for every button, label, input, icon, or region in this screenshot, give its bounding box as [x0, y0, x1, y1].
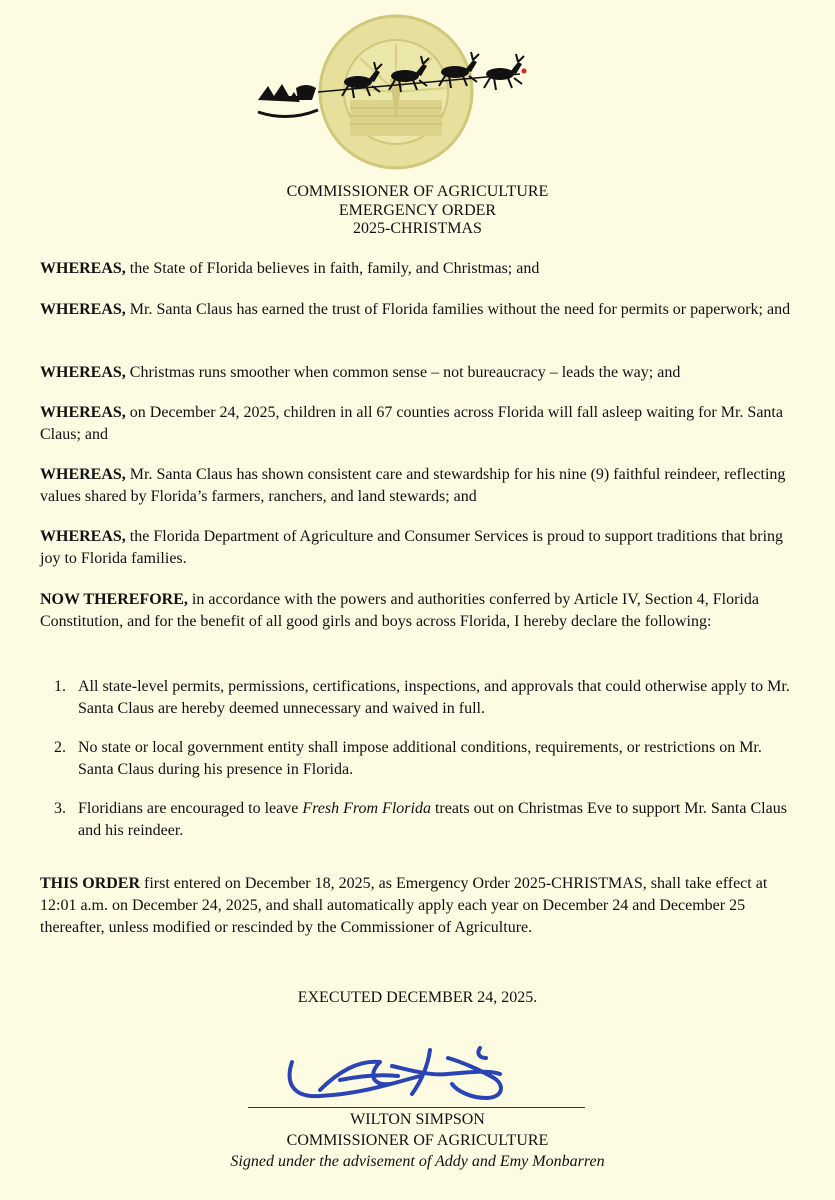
order-text: Floridians are encouraged to leave [78, 800, 303, 817]
title-line-3: 2025-CHRISTMAS [353, 220, 482, 237]
order-text: All state-level permits, permissions, certifications, inspections, and approvals that could otherwise apply to Mr. Santa Claus are hereby deemed unnecessary and waived in full. [78, 678, 790, 717]
order-item-3 [40, 798, 800, 842]
whereas-text: the State of Florida believes in faith, family, and Christmas; and [125, 260, 540, 277]
advisement-note: Signed under the advisement of Addy and Emy Monbarren [230, 1153, 605, 1170]
whereas-text: Mr. Santa Claus has shown consistent care and stewardship for his nine (9) faithful reindeer, reflecting values shared by Florida’s farmers, ranchers, and land stewards; and [40, 466, 786, 505]
header-illustration [0, 0, 835, 175]
whereas-text: the Florida Department of Agriculture and Consumer Services is proud to support traditions that bring joy to Florida families. [40, 528, 784, 567]
order-title-block [0, 183, 835, 239]
whereas-clause-1 [40, 258, 800, 280]
whereas-lead: WHEREAS, [40, 301, 126, 318]
order-text: treats out on Christmas Eve to support Mr. Santa Claus and his reindeer. [78, 800, 787, 839]
signer-title: COMMISSIONER OF AGRICULTURE [286, 1132, 549, 1149]
whereas-lead: WHEREAS, [40, 528, 126, 545]
executed-date: EXECUTED DECEMBER 24, 2025. [297, 989, 538, 1006]
whereas-lead: WHEREAS, [40, 260, 126, 277]
title-line-1: COMMISSIONER OF AGRICULTURE [286, 183, 549, 200]
department-seal [320, 16, 472, 168]
whereas-lead: WHEREAS, [40, 364, 126, 381]
this-order-text: first entered on December 18, 2025, as Emergency Order 2025-CHRISTMAS, shall take effect at 12:01 a.m. on December 24, 2025, and shall automatically apply each year on December 24 and December 25 thereafter, unless modified or rescinded by the Commissioner of Agriculture. [40, 875, 768, 936]
order-item-2 [40, 737, 800, 781]
whereas-clause-6 [40, 526, 800, 570]
order-text: No state or local government entity shall impose additional conditions, requirements, or restrictions on Mr. Santa Claus during his presence in Florida. [78, 739, 762, 778]
order-number: 1. [54, 678, 66, 695]
reindeer-rudolph [484, 54, 527, 90]
this-order-lead: THIS ORDER [40, 875, 141, 892]
order-number: 2. [54, 739, 66, 756]
signature-line [248, 1107, 585, 1108]
whereas-text: Christmas runs smoother when common sense – not bureaucracy – leads the way; and [125, 364, 681, 381]
whereas-clause-2 [40, 299, 800, 321]
order-item-1 [40, 676, 800, 720]
now-therefore-text: in accordance with the powers and authorities conferred by Article IV, Section 4, Florida Constitution, and for the benefit of all good girls and boys across Florida, I hereby declare the following: [40, 591, 759, 630]
now-therefore-lead: NOW THEREFORE, [40, 591, 188, 608]
fresh-from-florida-brand: Fresh From Florida [302, 800, 431, 817]
whereas-lead: WHEREAS, [40, 466, 126, 483]
whereas-clause-5 [40, 464, 800, 508]
signature-block [0, 1109, 835, 1172]
signer-name: WILTON SIMPSON [350, 1111, 485, 1128]
now-therefore-clause [40, 589, 800, 633]
order-number: 3. [54, 800, 66, 817]
whereas-text: Mr. Santa Claus has earned the trust of Florida families without the need for permits or paperwork; and [125, 301, 791, 318]
whereas-clause-4 [40, 402, 800, 446]
this-order-clause [40, 873, 800, 939]
rudolph-nose-icon [522, 69, 527, 74]
whereas-clause-3 [40, 362, 800, 384]
title-line-2: EMERGENCY ORDER [338, 201, 497, 219]
whereas-text: on December 24, 2025, children in all 67 counties across Florida will fall asleep waiting for Mr. Santa Claus; and [40, 404, 783, 443]
whereas-lead: WHEREAS, [40, 404, 126, 421]
handwritten-signature [280, 1040, 540, 1110]
